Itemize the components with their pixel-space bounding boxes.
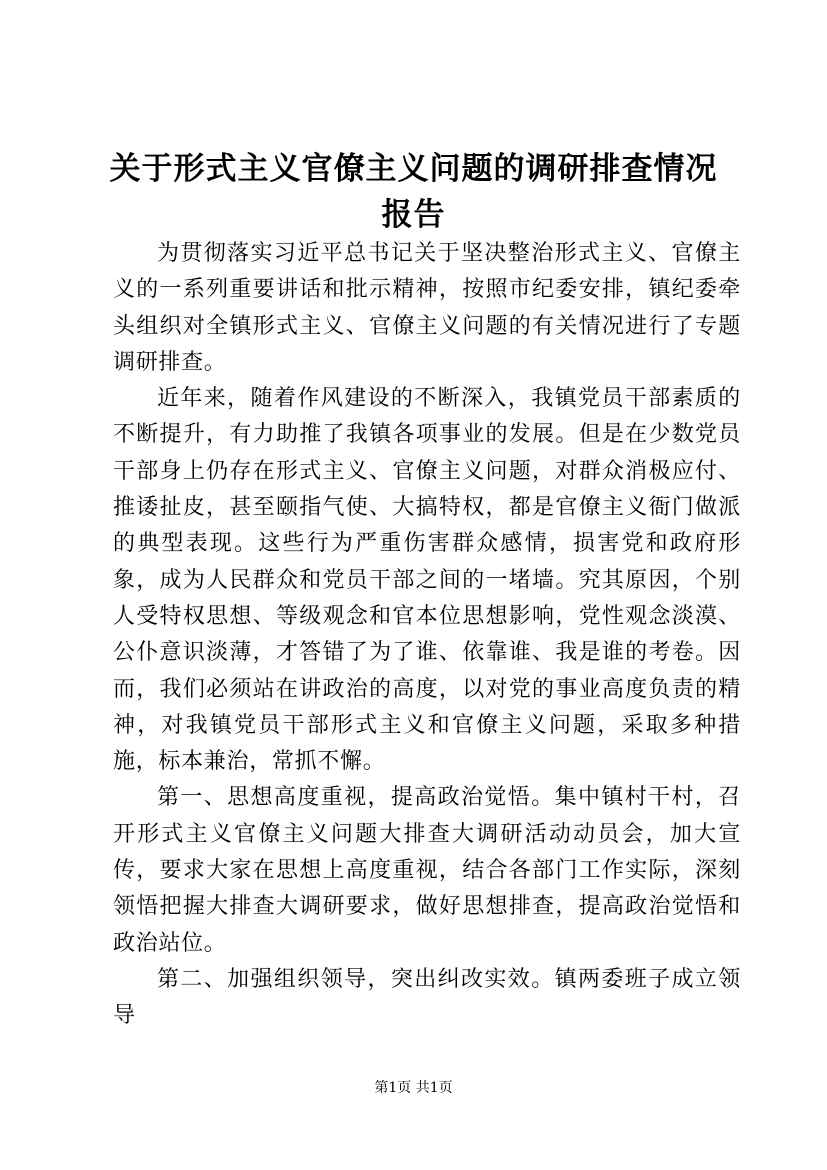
paragraph-intro: 为贯彻落实习近平总书记关于坚决整治形式主义、官僚主义的一系列重要讲话和批示精神，按照市纪委安排，镇纪委牵头组织对全镇形式主义、官僚主义问题的有关情况进行了专题调研排查。 <box>113 241 741 375</box>
document-body <box>113 236 741 1035</box>
document-title: 关于形式主义官僚主义问题的调研排查情况报告 <box>109 151 718 233</box>
paragraph-background: 近年来，随着作风建设的不断深入，我镇党员干部素质的不断提升，有力助推了我镇各项事业的发展。但是在少数党员干部身上仍存在形式主义、官僚主义问题，对群众消极应付、推诿扯皮，甚至颐指气使、大搞特权，都是官僚主义衙门做派的典型表现。这些行为严重伤害群众感情，损害党和政府形象，成为人民群众和党员干部之间的一堵墙。究其原因，个别人受特权思想、等级观念和官本位思想影响，党性观念淡漠、公仆意识淡薄，才答错了为了谁、依靠谁、我是谁的考卷。因而，我们必须站在讲政治的高度，以对党的事业高度负责的精神，对我镇党员干部形式主义和官僚主义问题，采取多种措施，标本兼治，常抓不懈。 <box>113 386 741 775</box>
paragraph-point-two: 第二、加强组织领导，突出纠改实效。镇两委班子成立领导 <box>113 966 741 1029</box>
paragraph-point-one: 第一、思想高度重视，提高政治觉悟。集中镇村干村，召开形式主义官僚主义问题大排查大调研活动动员会，加大宣传，要求大家在思想上高度重视，结合各部门工作实际，深刻领悟把握大排查大调研要求，做好思想排查，提高政治觉悟和政治站位。 <box>113 785 741 956</box>
page-footer: 第1页 共1页 <box>374 1080 453 1096</box>
